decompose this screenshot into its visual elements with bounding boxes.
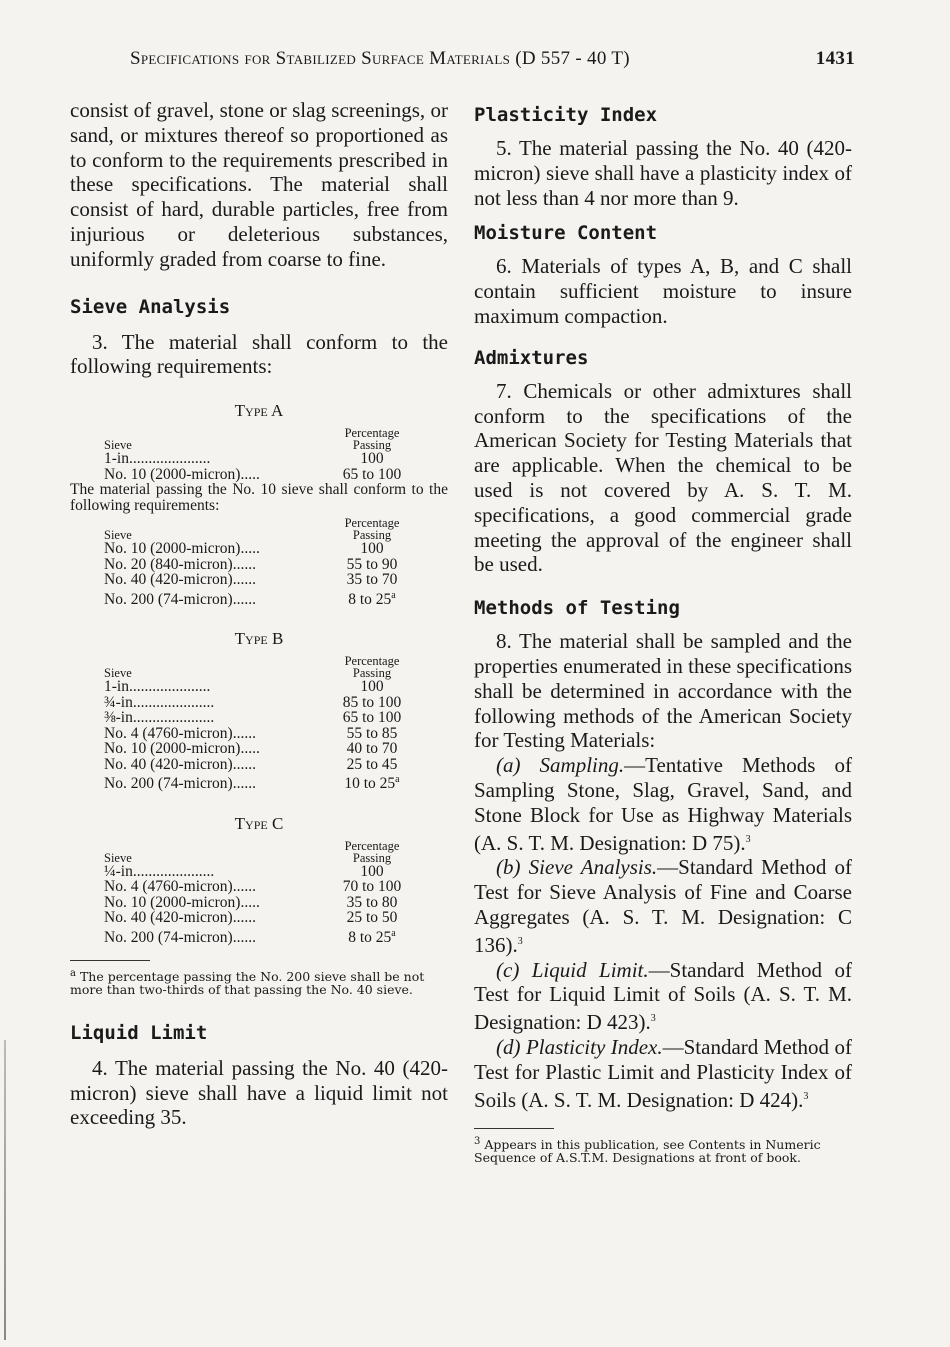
type-a-block [70,401,448,607]
type-a-title: Type A [234,401,284,421]
percentage-passing: 100 [360,540,384,558]
sieve-size: No. 200 (74-micron)...... [104,590,256,608]
type-b-block [70,629,448,792]
sieve-size: No. 4 (4760-micron)...... [104,724,256,742]
type-c-block [70,814,448,946]
moisture-content-heading: Moisture Content [474,222,658,245]
percentage-passing: 100 [360,862,384,880]
sieve-row [104,879,410,895]
plasticity-index-heading: Plasticity Index [474,104,658,126]
col-sieve: Sieve [104,850,132,865]
paragraph-6: 6. Materials of types A, B, and C shall contain sufficient moisture to insure maximum compaction. [474,254,852,328]
sieve-size: No. 40 (420-micron)...... [104,571,256,589]
sieve-size: No. 20 (840-micron)...... [104,555,256,573]
sieve-row [104,572,410,588]
percentage-passing: 35 to 70 [346,571,398,589]
type-b-title: Type B [234,629,284,649]
percentage-passing: 70 to 100 [342,878,402,896]
sieve-size: No. 40 (420-micron)...... [104,909,256,927]
method-item: (b) Sieve Analysis.—Standard Method of Test for Sieve Analysis of Fine and Coarse Aggregates (A. S. T. M. Designation: C 136).$^3$ [474,855,852,957]
sieve-row [104,541,410,557]
col-percentage: Percentage Passing [344,838,400,865]
method-item: (a) Sampling.—Tentative Methods of Sampling Stone, Slag, Gravel, Sand, and Stone Block for Use as Highway Materials (A. S. T. M. Designation: D 75).$^3$ [474,753,852,855]
table-footnote: $^a$ The percentage passing the No. 200 sieve shall be not more than two-thirds of that passing the No. 40 sieve. [70,967,425,997]
type-a-fine-table [104,517,410,607]
col-sieve: Sieve [104,666,132,681]
sieve-size: No. 10 (2000-micron)..... [104,465,260,483]
method-item: (c) Liquid Limit.—Standard Method of Test for Liquid Limit of Soils (A. S. T. M. Designation: D 423).$^3$ [474,957,852,1035]
sieve-row [104,741,410,757]
sieve-size: No. 10 (2000-micron)..... [104,893,260,911]
sieve-row [104,695,410,711]
col-percentage: Percentage Passing [344,516,400,543]
col-sieve: Sieve [104,528,132,543]
sieve-row [104,864,410,880]
left-column [70,98,448,1130]
sieve-row [104,710,410,726]
type-c-title: Type C [234,813,284,833]
paragraph-4: 4. The material passing the No. 40 (420-micron) sieve shall have a liquid limit not exceeding 35. [70,1055,448,1130]
percentage-passing: 35 to 80 [346,893,398,911]
sieve-size: No. 10 (2000-micron)..... [104,540,260,558]
liquid-limit-heading: Liquid Limit [70,1021,208,1044]
reference-footnote: $^3$ Appears in this publication, see Contents in Numeric Sequence of A.S.T.M. Designations at front of book. [474,1136,821,1166]
page-number: 1431 [815,48,855,69]
paragraph-8: 8. The material shall be sampled and the properties enumerated in these specifications shall be determined in accordance with the following methods of the American Society for Testing Materials: [474,629,852,753]
page-header [130,48,855,70]
footnote-rule [70,960,150,961]
sieve-row [104,772,410,792]
col-percentage: Percentage Passing [344,654,400,681]
sieve-size: No. 4 (4760-micron)...... [104,878,256,896]
type-b-table [104,655,410,792]
sieve-row [104,910,410,926]
percentage-passing: 65 to 100 [342,465,402,483]
sieve-size: ⅜-in..................... [104,709,215,727]
percentage-passing: 8 to 25$^a$ [348,927,396,947]
right-column [474,104,852,1164]
sieve-analysis-heading: Sieve Analysis [70,295,231,318]
type-c-table [104,840,410,946]
type-a-table [104,427,410,482]
footnote-marker: a [391,927,396,939]
sieve-size: 1-in..................... [104,678,211,696]
sieve-size: No. 40 (420-micron)...... [104,755,256,773]
sieve-size: No. 200 (74-micron)...... [104,775,256,793]
sieve-size: No. 10 (2000-micron)..... [104,740,260,758]
sieve-size: No. 200 (74-micron)...... [104,929,256,947]
method-list [474,753,852,1112]
sieve-row [104,895,410,911]
sieve-row [104,467,410,483]
percentage-passing: 55 to 90 [346,555,398,573]
percentage-passing: 100 [360,678,384,696]
method-item: (d) Plasticity Index.—Standard Method of Test for Plastic Limit and Plasticity Index of Soils (A. S. T. M. Designation: D 424).$^3$ [474,1034,852,1112]
percentage-passing: 8 to 25$^a$ [348,589,396,608]
paragraph-3: 3. The material shall conform to the following requirements: [70,329,448,379]
sieve-row [104,726,410,742]
running-title: Specifications for Stabilized Surface Materials (D 557 - 40 T) [130,48,630,69]
col-sieve: Sieve [104,438,132,453]
paragraph-5: 5. The material passing the No. 40 (420-micron) sieve shall have a plasticity index of not less than 4 nor more than 9. [474,136,852,210]
percentage-passing: 55 to 85 [346,724,398,742]
percentage-passing: 40 to 70 [346,740,398,758]
paragraph-7: 7. Chemicals or other admixtures shall conform to the specifications of the American Society for Testing Materials that are applicable. When the chemical to be used is not covered by A. S. T. M. specifications, a good commercial grade meeting the approval of the engineer shall be used. [474,378,852,577]
percentage-passing: 25 to 45 [346,755,398,773]
type-a-note: The material passing the No. 10 sieve shall conform to the following requirements: [70,481,448,514]
footnote-marker: a [395,774,400,786]
sieve-row [104,679,410,695]
footnote-rule [474,1128,554,1129]
percentage-passing: 100 [360,450,384,468]
col-percentage: Percentage Passing [344,426,400,453]
binding-edge [4,1040,6,1340]
percentage-passing: 85 to 100 [342,693,402,711]
sieve-size: 1-in..................... [104,450,211,468]
sieve-row [104,557,410,573]
percentage-passing: 10 to 25$^a$ [344,774,400,793]
sieve-row [104,588,410,608]
admixtures-heading: Admixtures [474,346,589,369]
percentage-passing: 65 to 100 [342,709,402,727]
sieve-row [104,757,410,773]
sieve-row [104,451,410,467]
percentage-passing: 25 to 50 [346,909,398,927]
sieve-size: ¾-in..................... [104,693,215,711]
sieve-row [104,926,410,946]
intro-paragraph: consist of gravel, stone or slag screenings, or sand, or mixtures thereof so proportioned as to conform to the requirements prescribed in these specifications. The material shall consist of hard, durable particles, free from injurious or deleterious substances, uniformly graded from coarse to fine. [70,98,448,271]
methods-of-testing-heading: Methods of Testing [474,597,680,620]
footnote-marker: a [391,589,396,601]
sieve-size: ¼-in..................... [104,862,215,880]
